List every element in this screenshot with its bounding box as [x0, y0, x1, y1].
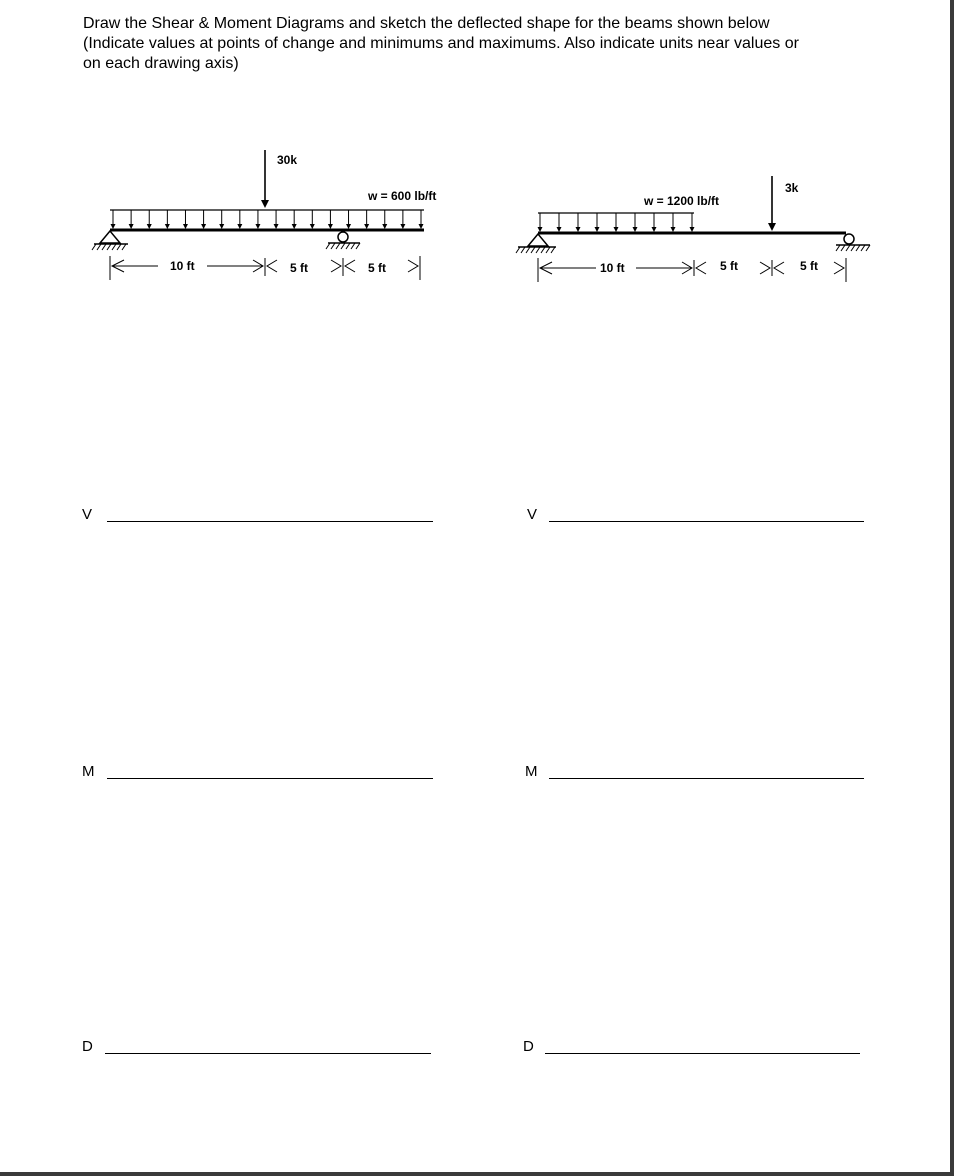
instructions-line-3: on each drawing axis)	[83, 55, 239, 72]
beam-2-load-arrow-head	[633, 227, 638, 232]
beam-2-pin-support	[516, 234, 556, 253]
beam-1-load-arrow-head	[201, 224, 206, 229]
beam-1-load-arrow-head	[364, 224, 369, 229]
beam-1-point-load-label: 30k	[277, 153, 298, 167]
moment-label-left: M	[82, 763, 95, 780]
instructions-line-1: Draw the Shear & Moment Diagrams and sketch the deflected shape for the beams shown below	[83, 15, 770, 32]
beam-2-dim-3: 5 ft	[800, 259, 818, 273]
beam-1-load-arrow-head	[237, 224, 242, 229]
shear-label-left: V	[82, 506, 93, 523]
beam-1-pin-support	[92, 231, 128, 250]
beam-1-load-arrow-head	[310, 224, 315, 229]
beam-2-distributed-load	[538, 213, 695, 232]
shear-answer-line-left[interactable]	[107, 521, 433, 522]
beam-1-point-load-arrow	[261, 150, 269, 208]
beam-2-load-arrow-head	[652, 227, 657, 232]
beam-1-load-arrow-head	[165, 224, 170, 229]
beam-2-diagram	[510, 140, 890, 290]
moment-blank-left	[82, 763, 442, 787]
beam-1-dim-3: 5 ft	[368, 261, 386, 275]
instructions	[83, 14, 883, 74]
moment-blank-right	[525, 763, 885, 787]
shear-answer-line-right[interactable]	[549, 521, 864, 522]
beam-1-dim-2: 5 ft	[290, 261, 308, 275]
shear-blank-right	[527, 506, 887, 530]
beam-2-dim-2: 5 ft	[720, 259, 738, 273]
moment-answer-line-left[interactable]	[107, 778, 433, 779]
deflection-label-right: D	[523, 1038, 534, 1055]
beam-2-load-arrow-head	[671, 227, 676, 232]
beam-2-load-arrow-head	[576, 227, 581, 232]
beam-1-load-arrow-head	[328, 224, 333, 229]
deflection-answer-line-right[interactable]	[545, 1053, 860, 1054]
deflection-blank-right	[523, 1038, 883, 1062]
deflection-label-left: D	[82, 1038, 93, 1055]
beam-1-load-arrow-head	[419, 224, 424, 229]
beam-1-dim-1: 10 ft	[170, 259, 195, 273]
beam-1-diagram	[80, 140, 460, 290]
beam-2-load-arrow-head	[557, 227, 562, 232]
beam-2-distributed-load-label: w = 1200 lb/ft	[644, 194, 720, 208]
beam-1-roller-support	[326, 231, 360, 249]
beam-2-load-arrow-head	[690, 227, 695, 232]
beam-1-load-arrow-head	[400, 224, 405, 229]
beam-1-load-arrow-head	[382, 224, 387, 229]
beam-2-roller-support	[836, 234, 870, 251]
beam-1-distributed-load-label: w = 600 lb/ft	[368, 189, 437, 203]
beam-2-point-load-label: 3k	[785, 181, 799, 195]
shear-blank-left	[82, 506, 442, 530]
moment-label-right: M	[525, 763, 538, 780]
beam-2-load-arrow-head	[614, 227, 619, 232]
beam-2-point-load-arrow	[768, 176, 776, 231]
beam-1-distributed-load	[110, 210, 424, 229]
beam-1-load-arrow-head	[274, 224, 279, 229]
deflection-answer-line-left[interactable]	[105, 1053, 431, 1054]
beam-1-load-arrow-head	[292, 224, 297, 229]
beam-1-load-arrow-head	[111, 224, 116, 229]
shear-label-right: V	[527, 506, 538, 523]
instructions-line-2: (Indicate values at points of change and minimums and maximums. Also indicate units near values or	[83, 35, 799, 52]
moment-answer-line-right[interactable]	[549, 778, 864, 779]
beam-1-load-arrow-head	[147, 224, 152, 229]
beam-1-load-arrow-head	[255, 224, 260, 229]
page-border-right	[950, 0, 954, 1176]
beam-2-dim-1: 10 ft	[600, 261, 625, 275]
beam-1-load-arrow-head	[346, 224, 351, 229]
beam-1-load-arrow-head	[219, 224, 224, 229]
beam-2-load-arrow-head	[595, 227, 600, 232]
page-border-bottom	[0, 1172, 954, 1176]
beam-1-load-arrow-head	[183, 224, 188, 229]
beam-1-load-arrow-head	[129, 224, 134, 229]
beam-2-load-arrow-head	[538, 227, 543, 232]
deflection-blank-left	[82, 1038, 442, 1062]
